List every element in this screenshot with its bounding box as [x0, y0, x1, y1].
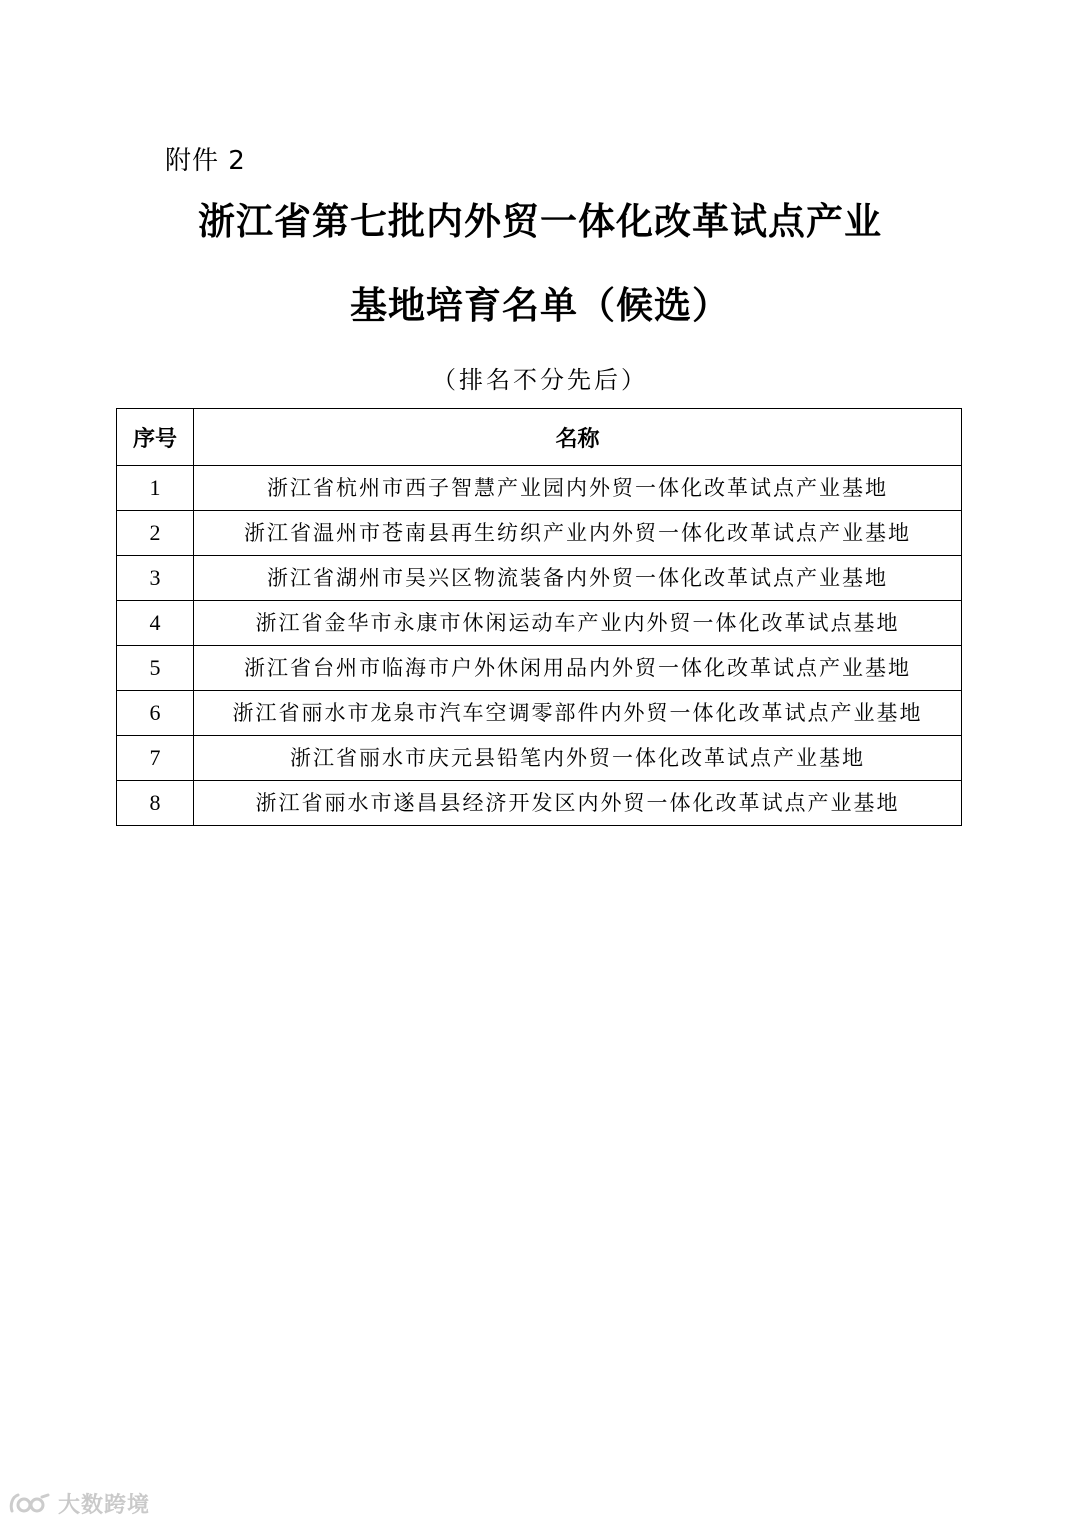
row-number: 1	[117, 466, 194, 511]
table-row	[117, 736, 962, 781]
table-row	[117, 601, 962, 646]
document-title-line-1: 浙江省第七批内外贸一体化改革试点产业	[198, 200, 882, 243]
row-number: 5	[117, 646, 194, 691]
document-title-line-2: 基地培育名单（候选）	[350, 284, 730, 327]
row-name: 浙江省金华市永康市休闲运动车产业内外贸一体化改革试点基地	[194, 601, 962, 646]
table-header-row	[117, 409, 962, 466]
row-name: 浙江省湖州市吴兴区物流装备内外贸一体化改革试点产业基地	[194, 556, 962, 601]
table-row	[117, 781, 962, 826]
row-number: 8	[117, 781, 194, 826]
row-name: 浙江省丽水市遂昌县经济开发区内外贸一体化改革试点产业基地	[194, 781, 962, 826]
attachment-label: 附件 2	[165, 146, 246, 176]
row-number: 4	[117, 601, 194, 646]
brand-logo-icon	[8, 1491, 52, 1517]
watermark-text: 大数跨境	[58, 1493, 151, 1518]
table-row	[117, 466, 962, 511]
column-header-name: 名称	[194, 409, 962, 466]
table-row	[117, 646, 962, 691]
document-subtitle: （排名不分先后）	[432, 366, 648, 394]
row-name: 浙江省丽水市庆元县铅笔内外贸一体化改革试点产业基地	[194, 736, 962, 781]
row-name: 浙江省温州市苍南县再生纺织产业内外贸一体化改革试点产业基地	[194, 511, 962, 556]
row-number: 7	[117, 736, 194, 781]
table-row	[117, 511, 962, 556]
candidate-list-table	[116, 408, 962, 826]
row-name: 浙江省杭州市西子智慧产业园内外贸一体化改革试点产业基地	[194, 466, 962, 511]
column-header-number: 序号	[117, 409, 194, 466]
row-name: 浙江省台州市临海市户外休闲用品内外贸一体化改革试点产业基地	[194, 646, 962, 691]
watermark	[8, 1488, 150, 1519]
row-name: 浙江省丽水市龙泉市汽车空调零部件内外贸一体化改革试点产业基地	[194, 691, 962, 736]
row-number: 2	[117, 511, 194, 556]
row-number: 3	[117, 556, 194, 601]
row-number: 6	[117, 691, 194, 736]
table-row	[117, 556, 962, 601]
table-row	[117, 691, 962, 736]
